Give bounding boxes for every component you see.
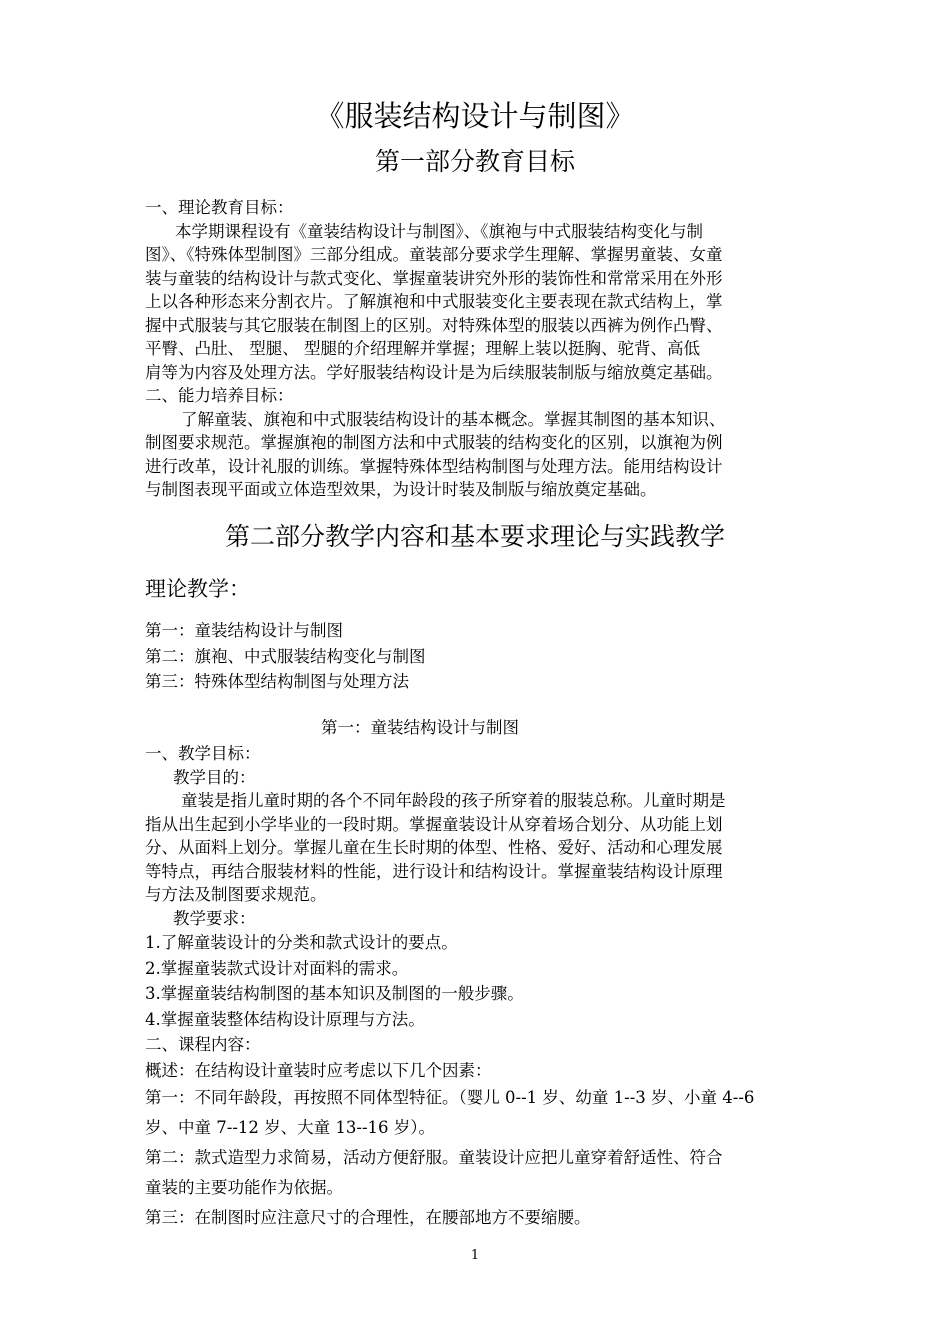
paragraph-line: 制图要求规范。掌握旗袍的制图方法和中式服装的结构变化的区别，以旗袍为例 <box>145 433 723 452</box>
paragraph-line: 等特点，再结合服装材料的性能，进行设计和结构设计。掌握童装结构设计原理 <box>145 861 723 881</box>
list-item: 3.掌握童装结构制图的基本知识及制图的一般步骤。 <box>145 984 524 1003</box>
page-number: 1 <box>470 1248 480 1263</box>
factor-line: 第三：在制图时应注意尺寸的合理性，在腰部地方不要缩腰。 <box>145 1208 591 1227</box>
chapter-heading: 第一：童装结构设计与制图 <box>321 718 519 737</box>
ability-goal-heading: 二、能力培养目标： <box>145 386 294 405</box>
paragraph-line: 肩等为内容及处理方法。学好服装结构设计是为后续服装制版与缩放奠定基础。 <box>145 362 723 382</box>
paragraph-line: 进行改革，设计礼服的训练。掌握特殊体型结构制图与处理方法。能用结构设计 <box>145 456 723 476</box>
item-list <box>145 618 807 695</box>
list-item: 2.掌握童装款式设计对面料的需求。 <box>145 958 409 978</box>
paragraph-line: 童装是指儿童时期的各个不同年龄段的孩子所穿着的服装总称。儿童时期是 <box>181 791 726 810</box>
list-item: 第一：童装结构设计与制图 <box>145 621 343 640</box>
paragraph-line: 平臀、凸肚、 型腿、 型腿的介绍理解并掌握；理解上装以挺胸、驼背、高低 <box>145 339 700 358</box>
factor-line: 童装的主要功能作为依据。 <box>145 1178 343 1197</box>
requirements-label: 教学要求： <box>173 908 256 928</box>
paragraph-line: 握中式服装与其它服装在制图上的区别。对特殊体型的服装以西裤为例作凸臀、 <box>145 315 723 335</box>
list-item: 1.了解童装设计的分类和款式设计的要点。 <box>145 933 458 952</box>
paragraph-line: 上以各种形态来分割衣片。了解旗袍和中式服装变化主要表现在款式结构上，掌 <box>145 292 723 311</box>
list-item: 4.掌握童装整体结构设计原理与方法。 <box>145 1009 425 1029</box>
paragraph-line: 本学期课程设有《童装结构设计与制图》、《旗袍与中式服装结构变化与制 <box>175 221 703 241</box>
overview-line: 概述：在结构设计童装时应考虑以下几个因素： <box>145 1060 492 1080</box>
part1-title: 第一部分教育目标 <box>374 147 575 176</box>
list-item: 第三：特殊体型结构制图与处理方法 <box>145 672 409 691</box>
content-heading: 二、课程内容： <box>145 1035 261 1054</box>
document-title: 《服装结构设计与制图》 <box>315 99 635 133</box>
teaching-goal-heading: 一、教学目标： <box>145 744 261 763</box>
paragraph-line: 了解童装、旗袍和中式服装结构设计的基本概念。掌握其制图的基本知识、 <box>181 409 726 429</box>
paragraph-line: 装与童装的结构设计与款式变化、掌握童装讲究外形的装饰性和常常采用在外形 <box>145 268 723 288</box>
factor-line: 第二：款式造型力求简易，活动方便舒服。童装设计应把儿童穿着舒适性、符合 <box>145 1148 723 1167</box>
paragraph-line: 与方法及制图要求规范。 <box>145 885 327 904</box>
part1-body <box>145 196 807 502</box>
part2-title: 第二部分教学内容和基本要求理论与实践教学 <box>224 522 725 551</box>
teaching-purpose-label: 教学目的： <box>173 767 256 787</box>
paragraph-line: 图》、《特殊体型制图》三部分组成。童装部分要求学生理解、掌握男童装、女童 <box>145 245 723 264</box>
list-item: 第二：旗袍、中式服装结构变化与制图 <box>145 646 426 666</box>
chapter-body <box>145 742 807 1233</box>
paragraph-line: 指从出生起到小学毕业的一段时期。掌握童装设计从穿着场合划分、从功能上划 <box>145 814 723 834</box>
paragraph-line: 分、从面料上划分。掌握儿童在生长时期的体型、性格、爱好、活动和心理发展 <box>145 838 723 857</box>
factor-line: 岁、中童 7--12 岁、大童 13--16 岁）。 <box>145 1118 436 1137</box>
theory-teaching-heading: 理论教学： <box>145 577 250 601</box>
factor-line: 第一：不同年龄段，再按照不同体型特征。（婴儿 0--1 岁、幼童 1--3 岁、小童 4--6 <box>145 1088 755 1107</box>
paragraph-line: 与制图表现平面或立体造型效果，为设计时装及制版与缩放奠定基础。 <box>145 480 657 499</box>
theory-goal-heading: 一、理论教育目标： <box>145 198 294 217</box>
